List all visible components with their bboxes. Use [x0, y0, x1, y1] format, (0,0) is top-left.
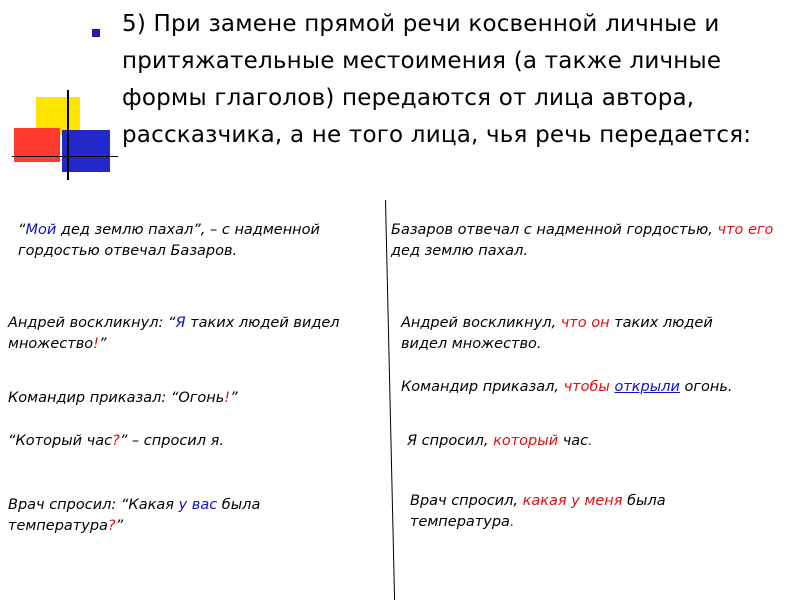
conjunction-highlight: какая у меня	[522, 493, 623, 509]
left-example-2: Андрей воскликнул: “Я таких людей видел множество!”	[8, 315, 340, 352]
vertical-line	[67, 90, 69, 180]
right-example-2: Андрей воскликнул, что он таких людей видел множество.	[401, 315, 713, 352]
horizontal-line	[12, 156, 118, 157]
pronoun-highlight: Я	[175, 315, 186, 331]
right-example-5: Врач спросил, какая у меня была температура.	[410, 493, 666, 530]
square-bullet-icon	[92, 29, 100, 37]
left-example-4: “Который час?” – спросил я.	[8, 433, 224, 449]
conjunction-highlight: чтобы	[563, 379, 610, 395]
slide-title: 5) При замене прямой речи косвенной личные и притяжательные местоимения (а также личные формы глаголов) передаются от лица автора, рассказчика, а не того лица, чья речь передается:	[122, 11, 752, 148]
verb-highlight: открыли	[614, 379, 680, 395]
left-example-1: “Мой дед землю пахал”, – с надменной гордостью отвечал Базаров.	[18, 222, 320, 259]
left-example-3: Командир приказал: “Огонь!”	[8, 390, 238, 406]
left-example-5: Врач спросил: “Какая у вас была температура?”	[8, 497, 261, 534]
decorative-squares	[0, 0, 120, 190]
pronoun-highlight: Мой	[25, 222, 57, 238]
right-example-4: Я спросил, который час.	[407, 433, 593, 449]
conjunction-highlight: что его	[717, 222, 774, 238]
conjunction-highlight: который	[493, 433, 559, 449]
right-example-3: Командир приказал, чтобы открыли огонь.	[401, 379, 733, 395]
pronoun-highlight: у вас	[178, 497, 218, 513]
blue-square	[62, 130, 110, 172]
conjunction-highlight: что он	[560, 315, 610, 331]
right-example-1: Базаров отвечал с надменной гордостью, что его дед землю пахал.	[391, 222, 774, 259]
